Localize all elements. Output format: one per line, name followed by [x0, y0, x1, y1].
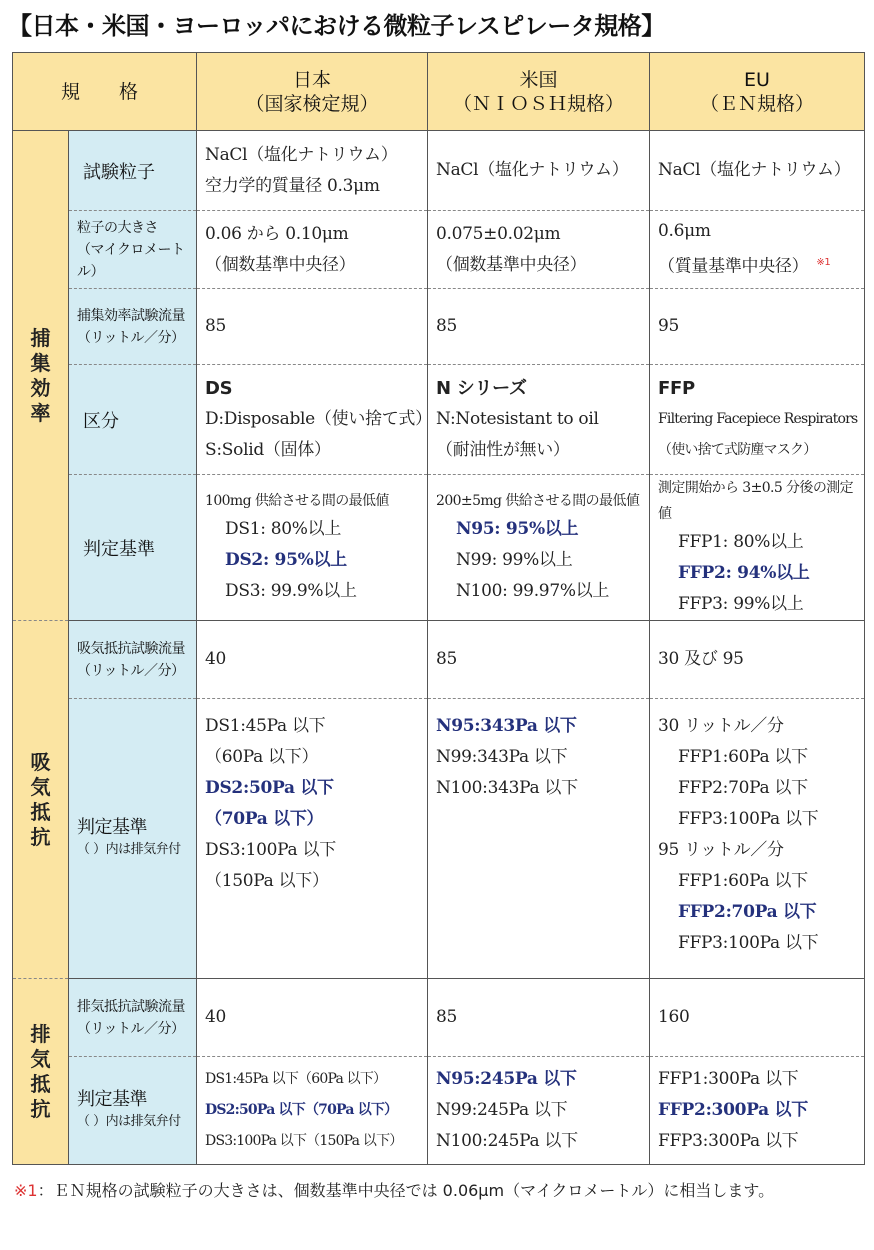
cell-eu-inhalation-criteria: 30 リットル／分 FFP1:60Pa 以下 FFP2:70Pa 以下 FFP3:100Pa 以下 95 リットル／分 FFP1:60Pa 以下 FFP2:70Pa 以下 FFP3:100Pa 以下 — [650, 699, 865, 979]
label-inhalation-flow: 吸気抵抗試験流量 （リットル／分） — [69, 621, 197, 699]
cell-japan-exhalation-flow: 40 — [197, 979, 428, 1057]
label-inhalation-criteria: 判定基準 （ ）内は排気弁付 — [69, 699, 197, 979]
table-row — [13, 699, 865, 979]
header-eu — [650, 53, 865, 131]
cell-us-exhalation-flow: 85 — [428, 979, 650, 1057]
label-particle-size: 粒子の大きさ （マイクロメートル） — [69, 211, 197, 289]
table-row — [13, 365, 865, 475]
table-row — [13, 475, 865, 621]
label-collection-criteria: 判定基準 — [69, 475, 197, 621]
respirator-standards-table — [12, 52, 865, 1165]
header-us-standard: （ＮＩＯＳＨ規格） — [453, 92, 625, 115]
header-us — [428, 53, 650, 131]
cell-eu-collection-flow: 95 — [650, 289, 865, 365]
cell-japan-test-particle: NaCl（塩化ナトリウム） 空力学的質量径 0.3μm — [197, 131, 428, 211]
header-eu-name: EU — [744, 68, 770, 91]
cell-eu-collection-criteria: 測定開始から 3±0.5 分後の測定値 FFP1: 80%以上 FFP2: 94%以上 FFP3: 99%以上 — [650, 475, 865, 621]
cell-japan-exhalation-criteria: DS1:45Pa 以下（60Pa 以下） DS2:50Pa 以下（70Pa 以下） DS3:100Pa 以下（150Pa 以下） — [197, 1057, 428, 1165]
cell-us-inhalation-criteria: N95:343Pa 以下 N99:343Pa 以下 N100:343Pa 以下 — [428, 699, 650, 979]
label-test-particle: 試験粒子 — [69, 131, 197, 211]
footnote-text: ：ＥＮ規格の試験粒子の大きさは、個数基準中央径では 0.06μm（マイクロメートル）に相当します。 — [37, 1181, 775, 1200]
cell-japan-particle-size: 0.06 から 0.10μm （個数基準中央径） — [197, 211, 428, 289]
cell-japan-inhalation-criteria: DS1:45Pa 以下 （60Pa 以下） DS2:50Pa 以下 （70Pa 以下） DS3:100Pa 以下 （150Pa 以下） — [197, 699, 428, 979]
cell-eu-test-particle: NaCl（塩化ナトリウム） — [650, 131, 865, 211]
cell-eu-exhalation-criteria: FFP1:300Pa 以下 FFP2:300Pa 以下 FFP3:300Pa 以下 — [650, 1057, 865, 1165]
group-collection-efficiency: 捕集効率 — [13, 131, 69, 621]
table-row — [13, 211, 865, 289]
footnote — [14, 1178, 860, 1204]
cell-japan-classification: DS D:Disposable（使い捨て式） S:Solid（固体） — [197, 365, 428, 475]
header-eu-standard: （ＥＮ規格） — [700, 92, 815, 115]
cell-japan-collection-flow: 85 — [197, 289, 428, 365]
label-collection-flow: 捕集効率試験流量 （リットル／分） — [69, 289, 197, 365]
header-category: 規 格 — [13, 53, 197, 131]
footnote-mark: ※1 — [14, 1181, 38, 1200]
cell-eu-particle-size: 0.6μm （質量基準中央径） $^{※1}$ — [650, 211, 865, 289]
cell-us-test-particle: NaCl（塩化ナトリウム） — [428, 131, 650, 211]
table-row — [13, 621, 865, 699]
table-row — [13, 979, 865, 1057]
table-row — [13, 289, 865, 365]
cell-us-classification: N シリーズ N:Notesistant to oil （耐油性が無い） — [428, 365, 650, 475]
cell-us-inhalation-flow: 85 — [428, 621, 650, 699]
header-japan-standard: （国家検定規） — [245, 92, 379, 115]
footnote-marker: ※1 — [816, 257, 831, 269]
group-inhalation-resistance: 吸気抵抗 — [13, 621, 69, 979]
cell-us-collection-criteria: 200±5mg 供給させる間の最低値 N95: 95%以上 N99: 99%以上 N100: 99.97%以上 — [428, 475, 650, 621]
header-japan — [197, 53, 428, 131]
cell-japan-collection-criteria: 100mg 供給させる間の最低値 DS1: 80%以上 DS2: 95%以上 DS3: 99.9%以上 — [197, 475, 428, 621]
cell-us-particle-size: 0.075±0.02μm （個数基準中央径） — [428, 211, 650, 289]
cell-us-exhalation-criteria: N95:245Pa 以下 N99:245Pa 以下 N100:245Pa 以下 — [428, 1057, 650, 1165]
table-header-row — [13, 53, 865, 131]
cell-eu-classification: FFP Filtering Facepiece Respirators （使い捨て式防塵マスク） — [650, 365, 865, 475]
page-title: 【日本・米国・ヨーロッパにおける微粒子レスピレータ規格】 — [8, 12, 665, 40]
header-us-name: 米国 — [519, 68, 558, 91]
table-row — [13, 1057, 865, 1165]
cell-us-collection-flow: 85 — [428, 289, 650, 365]
cell-japan-inhalation-flow: 40 — [197, 621, 428, 699]
label-exhalation-criteria: 判定基準 （ ）内は排気弁付 — [69, 1057, 197, 1165]
cell-eu-exhalation-flow: 160 — [650, 979, 865, 1057]
label-exhalation-flow: 排気抵抗試験流量 （リットル／分） — [69, 979, 197, 1057]
label-classification: 区分 — [69, 365, 197, 475]
header-japan-name: 日本 — [293, 68, 332, 91]
cell-eu-inhalation-flow: 30 及び 95 — [650, 621, 865, 699]
group-exhalation-resistance: 排気抵抗 — [13, 979, 69, 1165]
table-row — [13, 131, 865, 211]
